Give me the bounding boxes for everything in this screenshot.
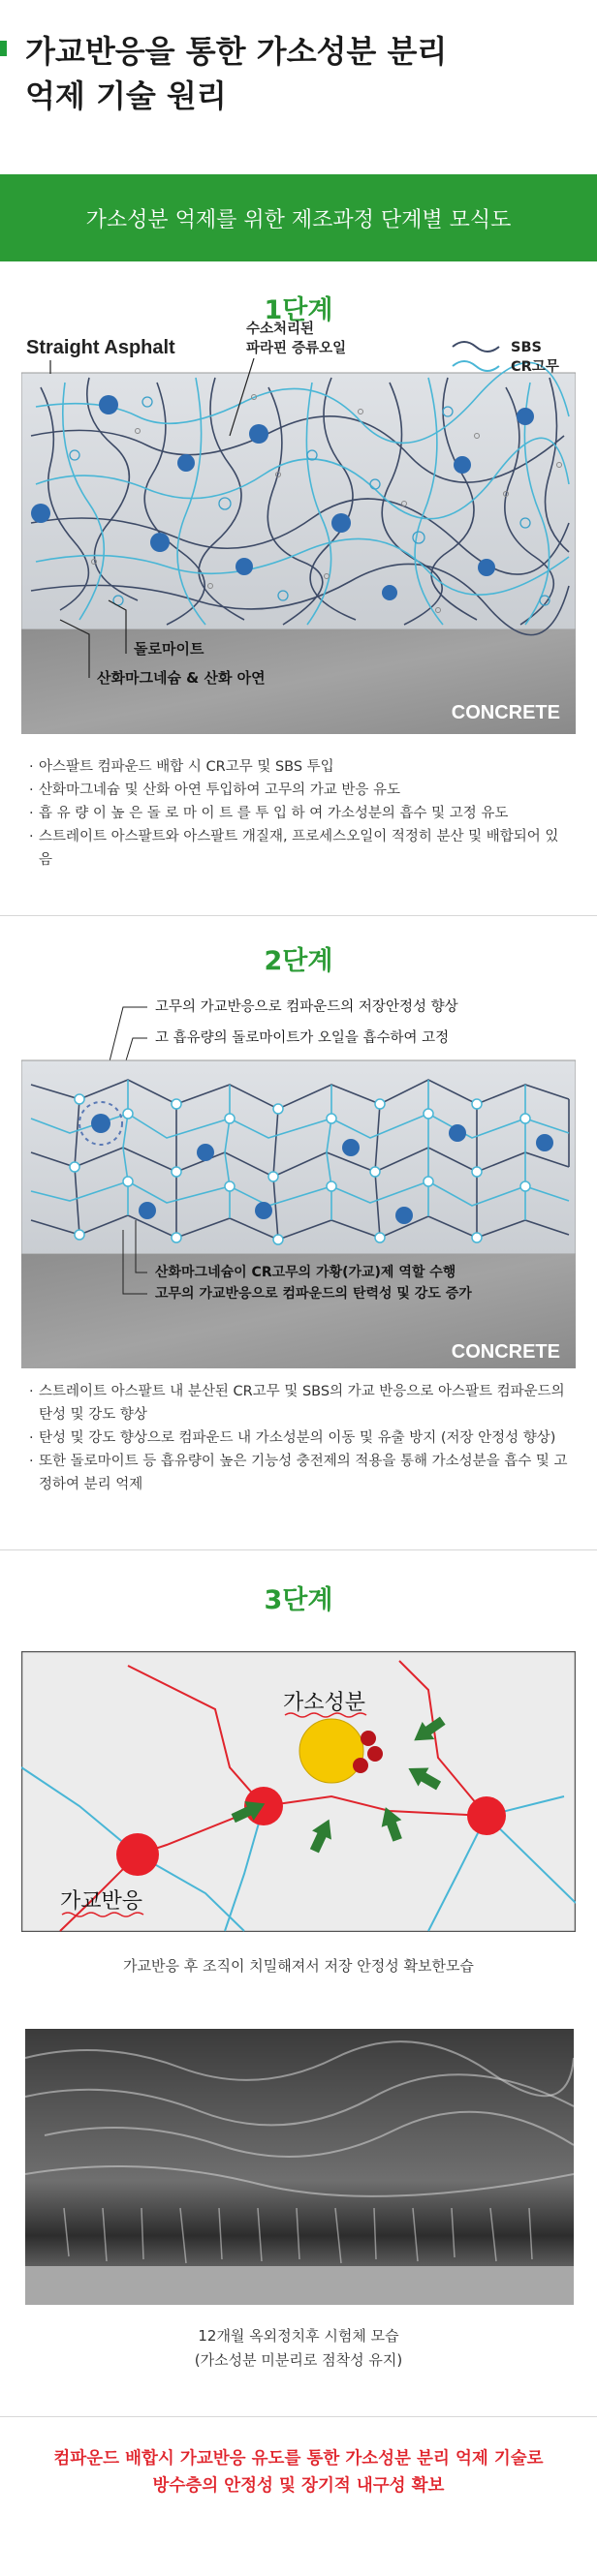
conclusion-line1: 컴파운드 배합시 가교반응 유도를 통한 가소성분 분리 억제 기술로: [53, 2449, 544, 2469]
sbs-legend-swatch: [453, 342, 499, 352]
cr-legend-label: CR고무: [511, 359, 559, 375]
straight-asphalt-label: Straight Asphalt: [26, 337, 175, 358]
section-banner: [0, 174, 597, 261]
oil-label-line1: 수소처리된: [246, 322, 315, 337]
step3-caption2: [0, 2324, 597, 2373]
photo-caption-line2: (가소성분 미분리로 점착성 유지): [194, 2351, 403, 2369]
banner-text: 가소성분 억제를 위한 제조과정 단계별 모식도: [85, 207, 512, 232]
step1-diagram: [21, 320, 576, 736]
step2-title: 2단계: [264, 946, 333, 976]
step1-bullet-list: [29, 755, 568, 872]
oil-label-line2: 파라핀 증류오일: [246, 341, 347, 356]
section-divider: [0, 2416, 597, 2417]
step2-note4: 고무의 가교반응으로 컴파운드의 탄력성 및 강도 증가: [155, 1286, 472, 1302]
step2-bullet: · 또한 돌로마이트 등 흡유량이 높은 기능성 충전제의 적용을 통해 가소성분을 흡수 및 고정하여 분리 억제: [29, 1450, 568, 1496]
step2-note1: 고무의 가교반응으로 컴파운드의 저장안정성 향상: [155, 999, 458, 1015]
step2-bullet-list: [29, 1380, 568, 1496]
page-title-line1: 가교반응을 통한 가소성분 분리: [25, 33, 448, 70]
step1-bullet: · 스트레이트 아스팔트와 아스팔트 개질재, 프로세스오일이 적정히 분산 및 배합되어 있음: [29, 825, 568, 872]
section-divider: [0, 915, 597, 916]
page-title: [25, 29, 568, 118]
step1-bullet: · 산화마그네슘 및 산화 아연 투입하여 고무의 가교 반응 유도: [29, 779, 568, 802]
crosslink-label: 가교반응: [60, 1889, 143, 1914]
page-title-line2: 억제 기술 원리: [25, 77, 227, 114]
sbs-legend-label: SBS: [511, 340, 542, 355]
plasticizer-particle: [299, 1719, 363, 1783]
step3-diagram: [21, 1651, 576, 1932]
conclusion-line2: 방수층의 안정성 및 장기적 내구성 확보: [152, 2476, 445, 2496]
step2-concrete-label: CONCRETE: [451, 1341, 560, 1363]
step2-diagram: [21, 988, 576, 1370]
cr-legend-swatch: [453, 361, 499, 371]
step1-bullet: · 흡 유 량 이 높 은 돌 로 마 이 트 를 투 입 하 여 가소성분의 흡수 및 고정 유도: [29, 802, 568, 825]
oxides-label: 산화마그네슘 & 산화 아연: [97, 669, 266, 687]
step3-caption1: 가교반응 후 조직이 치밀해져서 저장 안정성 확보한모습: [123, 1957, 474, 1975]
dolomite-label: 돌로마이트: [134, 640, 204, 658]
step1-title: 1단계: [264, 295, 333, 325]
photo-caption-line1: 12개월 옥외정치후 시험체 모습: [198, 2327, 399, 2345]
step2-bullet: · 스트레이트 아스팔트 내 분산된 CR고무 및 SBS의 가교 반응으로 아스팔트 컴파운드의 탄성 및 강도 향상: [29, 1380, 568, 1426]
plasticizer-label: 가소성분: [283, 1691, 366, 1715]
step2-note3: 산화마그네슘이 CR고무의 가황(가교)제 역할 수행: [155, 1265, 456, 1280]
step1-bullet: · 아스팔트 컴파운드 배합 시 CR고무 및 SBS 투입: [29, 755, 568, 779]
step2-note2: 고 흡유량의 돌로마이트가 오일을 흡수하여 고정: [155, 1030, 450, 1046]
section-divider: [0, 1549, 597, 1550]
step3-title: 3단계: [264, 1585, 333, 1615]
conclusion-text: [0, 2445, 597, 2499]
title-accent-bar: [0, 41, 7, 56]
step1-concrete-label: CONCRETE: [451, 702, 560, 723]
step2-bullet: · 탄성 및 강도 향상으로 컴파운드 내 가소성분의 이동 및 유출 방지 (저장 안정성 향상): [29, 1426, 568, 1450]
test-specimen-photo: [25, 2029, 574, 2305]
